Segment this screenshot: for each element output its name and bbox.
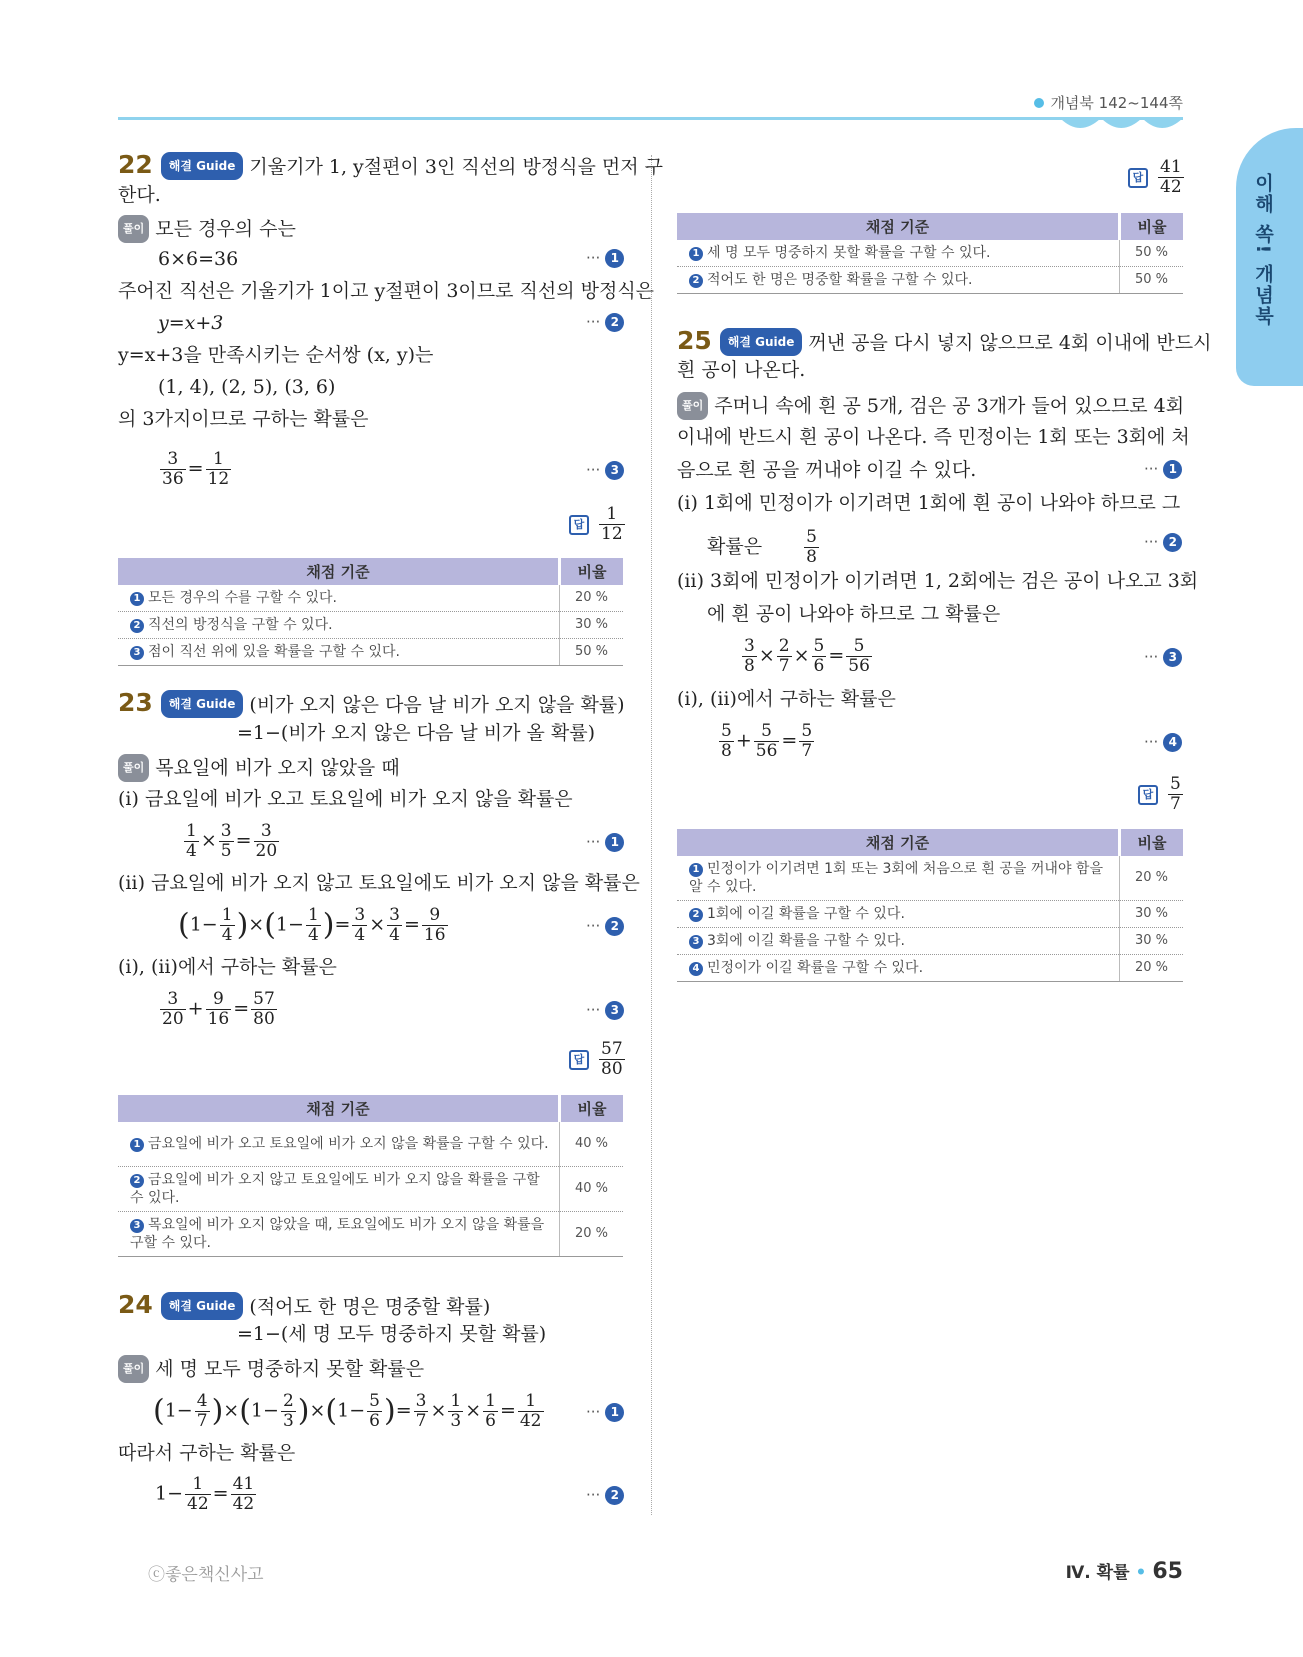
step-marker: ··· 2 [586,917,624,936]
equation-ii: $\frac{3}{8}$ × $\frac{2}{7}$ × $\frac{5}{6}$ = $\frac{5}{56}$ [744,636,870,676]
table-row: 2 적어도 한 명은 명중할 확률을 구할 수 있다. 50 % [677,267,1183,294]
text-line: 에 흰 공이 나와야 하므로 그 확률은 [707,603,1001,625]
solution-line: 풀이 주머니 속에 흰 공 5개, 검은 공 3개가 들어 있으므로 4회 [677,392,1184,420]
solution-badge: 풀이 [118,215,149,243]
case-i: (ⅰ) 금요일에 비가 오고 토요일에 비가 오지 않을 확률은 [118,788,573,810]
table-row: 3 점이 직선 위에 있을 확률을 구할 수 있다. 50 % [118,639,623,666]
problem-number: 22 [118,150,153,179]
step-marker: ··· 2 [1144,533,1182,552]
text-line: y=x+3을 만족시키는 순서쌍 (x, y)는 [118,344,434,366]
solution-badge: 풀이 [118,1355,149,1383]
step-marker: ··· 3 [586,1001,624,1020]
table-row: 1 금요일에 비가 오고 토요일에 비가 오지 않을 확률을 구할 수 있다. 40 % [118,1122,623,1167]
step-marker: ··· 4 [1144,733,1182,752]
table-row: 1 민정이가 이기려면 1회 또는 3회에 처음으로 흰 공을 꺼내야 함을 알 수 있다. 20 % [677,856,1183,901]
answer-icon: 답 [1128,168,1148,188]
step-1-icon: 1 [605,249,624,268]
text-line: 따라서 구하는 확률은 [118,1442,296,1464]
answer-icon: 답 [569,515,589,535]
guide-text: 기울기가 1, y절편이 3인 직선의 방정식을 먼저 구 [249,156,664,178]
bullet-dot-icon [1034,98,1044,108]
column-divider [651,155,652,1515]
chapter-label: Ⅳ. 확률 [1065,1563,1130,1583]
table-row: 3 3회에 이길 확률을 구할 수 있다. 30 % [677,928,1183,955]
page-footer: Ⅳ. 확률 • 65 [1065,1559,1183,1584]
answer-icon: 답 [569,1050,589,1070]
step-marker: ··· 3 [586,461,624,480]
publisher: ⓒ좋은책신사고 [148,1565,264,1585]
answer: 답 $\frac{1}{12}$ [569,505,627,544]
text-line: 이내에 반드시 흰 공이 나온다. 즉 민정이는 1회 또는 3회에 처 [677,426,1190,448]
guide-badge: 해결 Guide [161,152,244,180]
page-number: 65 [1152,1559,1183,1584]
header-rule [118,117,1183,120]
equation-i: $\frac{1}{4}$ × $\frac{3}{5}$ = $\frac{3}{20}$ [186,821,278,861]
case-iii: (ⅰ), (ⅱ)에서 구하는 확률은 [677,688,896,710]
step-marker: ··· 3 [1144,648,1182,667]
scoring-table-22: 채점 기준 비율 1 모든 경우의 수를 구할 수 있다. 20 % 2 직선의 방정식을 구할 수 있다. 30 % 3 점이 직선 위에 있을 확률을 구할 수 있다. 50 % [118,558,623,666]
case-ii: (ⅱ) 3회에 민정이가 이기려면 1, 2회에는 검은 공이 나오고 3회 [677,570,1199,592]
problem-23-header: 23 해결 Guide (비가 오지 않은 다음 날 비가 오지 않을 확률) [118,688,625,717]
step-marker: ··· 1 [1144,460,1182,479]
ordered-pairs: (1, 4), (2, 5), (3, 6) [158,376,336,398]
equation-iii: $\frac{5}{8}$ + $\frac{5}{56}$ = $\frac{5}{7}$ [721,721,813,761]
solution-line: 풀이 세 명 모두 명중하지 못할 확률은 [118,1355,424,1383]
table-row: 2 직선의 방정식을 구할 수 있다. 30 % [118,612,623,639]
text-line: 의 3가지이므로 구하는 확률은 [118,408,369,430]
table-row: 1 모든 경우의 수를 구할 수 있다. 20 % [118,585,623,612]
problem-25-header: 25 해결 Guide 꺼낸 공을 다시 넣지 않으므로 4회 이내에 반드시 [677,326,1212,355]
table-row: 4 민정이가 이길 확률을 구할 수 있다. 20 % [677,955,1183,982]
problem-22-header [118,152,663,180]
wave-decoration-icon [1060,118,1183,134]
equation-i: 확률은 $\frac{5}{8}$ [707,527,817,567]
equation: 6×6=36 [158,248,239,270]
case-iii: (ⅰ), (ⅱ)에서 구하는 확률은 [118,956,337,978]
side-tab [1236,128,1303,386]
solution-line: 풀이 목요일에 비가 오지 않았을 때 [118,754,400,782]
concept-book-ref: 개념북 142~144쪽 [1034,92,1183,113]
answer: 답 $\frac{57}{80}$ [569,1040,627,1079]
step-marker: ··· 1 [586,249,624,268]
equation-iii: $\frac{3}{20}$ + $\frac{9}{16}$ = $\frac{57}{80}$ [162,989,275,1029]
answer-icon: 답 [1138,785,1158,805]
step-marker: ··· 1 [586,833,624,852]
guide-text-cont: =1−(비가 오지 않은 다음 날 비가 올 확률) [237,722,595,744]
guide-text-cont: 흰 공이 나온다. [677,359,806,381]
table-row: 2 금요일에 비가 오지 않고 토요일에도 비가 오지 않을 확률을 구할 수 있다. 40 % [118,1167,623,1212]
text-line: 주어진 직선은 기울기가 1이고 y절편이 3이므로 직선의 방정식은 [118,280,655,302]
case-ii: (ⅱ) 금요일에 비가 오지 않고 토요일에도 비가 오지 않을 확률은 [118,872,640,894]
step-marker: ··· 2 [586,313,624,332]
answer: 답 $\frac{41}{42}$ [1128,158,1186,197]
guide-badge: 해결 Guide [161,1292,244,1320]
problem-24-header: 24 해결 Guide (적어도 한 명은 명중할 확률) [118,1290,491,1319]
probability-result: $\frac{3}{36}$ = $\frac{1}{12}$ [162,449,230,489]
guide-text-cont: 한다. [118,184,161,206]
guide-badge: 해결 Guide [720,328,803,356]
step-marker: ··· 2 [586,1486,624,1505]
equation-24-1: (1− $\frac{4}{7}$ )×(1− $\frac{2}{3}$ )×(1− $\frac{5}{6}$ )= $\frac{3}{7}$ × $\frac{1}{3}$ × $\frac{1}{6}$ = $\frac{1}{42}$ [153,1391,542,1431]
guide-text-cont: =1−(세 명 모두 명중하지 못할 확률) [237,1323,547,1345]
step-3-icon: 3 [605,461,624,480]
solution-badge: 풀이 [677,392,708,420]
case-i: (ⅰ) 1회에 민정이가 이기려면 1회에 흰 공이 나와야 하므로 그 [677,492,1181,514]
step-marker: ··· 1 [586,1403,624,1422]
table-row: 1 세 명 모두 명중하지 못할 확률을 구할 수 있다. 50 % [677,240,1183,267]
text-line: 음으로 흰 공을 꺼내야 이길 수 있다. [677,459,977,481]
step-2-icon: 2 [605,313,624,332]
scoring-table-25: 채점 기준 비율 1 민정이가 이기려면 1회 또는 3회에 처음으로 흰 공을 꺼내야 함을 알 수 있다. 20 % 2 1회에 이길 확률을 구할 수 있다. 30 % 3 3회에 이길 확률을 구할 수 있다. 30 % 4 민정이가 이길 확률을 구할 수 있다. 20 % [677,829,1183,982]
table-row: 3 목요일에 비가 오지 않았을 때, 토요일에도 비가 오지 않을 확률을 구할 수 있다. 20 % [118,1212,623,1257]
scoring-table-24: 채점 기준 비율 1 세 명 모두 명중하지 못할 확률을 구할 수 있다. 50 % 2 적어도 한 명은 명중할 확률을 구할 수 있다. 50 % [677,213,1183,294]
equation: y=x+3 [158,312,224,334]
solution-badge: 풀이 [118,754,149,782]
side-tab-label: 이해 쏙! 개념북 [1252,173,1274,327]
equation-ii: (1− $\frac{1}{4}$ )×(1− $\frac{1}{4}$ )= $\frac{3}{4}$ × $\frac{3}{4}$ = $\frac{9}{16}$ [178,905,446,945]
scoring-table-23: 채점 기준 비율 1 금요일에 비가 오고 토요일에 비가 오지 않을 확률을 구할 수 있다. 40 % 2 금요일에 비가 오지 않고 토요일에도 비가 오지 않을 확률을 구할 수 있다. 40 % 3 목요일에 비가 오지 않았을 때, 토요일에도 비가 오지 않을 확률을 구할 수 있다. 20 % [118,1095,623,1257]
guide-badge: 해결 Guide [161,690,244,718]
solution-line: 풀이 모든 경우의 수는 [118,215,296,243]
equation-24-2: 1− $\frac{1}{42}$ = $\frac{41}{42}$ [155,1474,255,1514]
answer: 답 $\frac{5}{7}$ [1138,775,1185,814]
table-row: 2 1회에 이길 확률을 구할 수 있다. 30 % [677,901,1183,928]
